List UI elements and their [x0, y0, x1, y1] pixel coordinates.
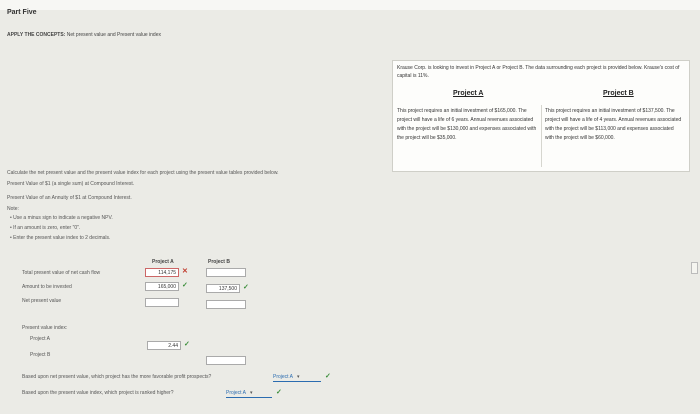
correct-icon: ✓	[182, 282, 188, 289]
note-label: Note:	[7, 206, 19, 212]
pvi-a-input[interactable]: 2.44	[147, 341, 181, 350]
chevron-down-icon: ▾	[250, 390, 253, 396]
total-pv-b-input[interactable]	[206, 268, 246, 277]
case-intro: Krause Corp. is looking to invest in Project A or Project B. The data surrounding each project is provided below. Krause's cost of capital is 11%.	[397, 65, 680, 79]
correct-icon: ✓	[276, 389, 282, 396]
correct-icon: ✓	[184, 341, 190, 348]
project-a-description: This project requires an initial investment of $165,000. The project will have a life of 6 years. Annual revenues associated with the project will be $130,000 and expenses associated with the project will be $35,000.	[397, 108, 537, 141]
pvi-question: Based upon the present value index, which project is ranked higher?	[22, 390, 174, 396]
apply-text: Net present value and Present value index	[66, 32, 161, 38]
pvi-label: Present value index:	[22, 325, 68, 331]
pv-annuity-link[interactable]: Present Value of an Annuity of $1 at Compound Interest.	[7, 195, 132, 201]
row-label-npv: Net present value	[22, 298, 62, 304]
npv-question: Based upon net present value, which project has the more favorable profit prospects?	[22, 374, 212, 380]
pvi-project-b-label: Project B	[30, 352, 51, 358]
case-info-box	[392, 60, 690, 172]
incorrect-icon: ✕	[182, 268, 188, 275]
dropdown-value: Project A	[226, 390, 247, 396]
project-divider	[541, 105, 542, 167]
total-pv-a-input[interactable]: 114,175	[145, 268, 179, 277]
pvi-project-a-label: Project A	[30, 336, 51, 342]
section-heading	[7, 32, 161, 38]
npv-b-input[interactable]	[206, 300, 246, 309]
row-label-amount-invested: Amount to be invested	[22, 284, 72, 290]
dropdown-value: Project A	[273, 374, 294, 380]
project-a-heading: Project A	[453, 90, 484, 97]
correct-icon: ✓	[243, 284, 249, 291]
pvi-answer-dropdown[interactable]	[226, 389, 272, 398]
col-header-project-a: Project A	[152, 259, 174, 265]
scroll-handle[interactable]	[691, 262, 698, 274]
bullet-item: • Enter the present value index to 2 decimals.	[10, 233, 113, 243]
row-label-total-pv: Total present value of net cash flow	[22, 270, 101, 276]
bullet-item: • If an amount is zero, enter "0".	[10, 223, 113, 233]
bullet-item: • Use a minus sign to indicate a negative NPV.	[10, 213, 113, 223]
amount-a-input[interactable]: 165,000	[145, 282, 179, 291]
pvi-b-input[interactable]	[206, 356, 246, 365]
correct-icon: ✓	[325, 373, 331, 380]
top-band	[0, 0, 700, 10]
pv-single-sum-link[interactable]: Present Value of $1 (a single sum) at Compound Interest.	[7, 181, 135, 187]
project-b-heading: Project B	[603, 90, 634, 97]
chevron-down-icon: ▾	[297, 374, 300, 380]
calc-instructions: Calculate the net present value and the present value index for each project using the present value tables provided below.	[7, 170, 279, 176]
instruction-bullets	[10, 213, 113, 243]
amount-b-input[interactable]: 137,500	[206, 284, 240, 293]
npv-a-input[interactable]	[145, 298, 179, 307]
npv-answer-dropdown[interactable]	[273, 373, 321, 382]
col-header-project-b: Project B	[208, 259, 230, 265]
apply-prefix: APPLY THE CONCEPTS:	[7, 32, 66, 38]
project-b-description: This project requires an initial investment of $137,500. The project will have a life of 4 years. Annual revenues associated with the project will be $113,000 and expenses associated with the project will be $60,000.	[545, 108, 682, 141]
part-title: Part Five	[7, 9, 37, 16]
